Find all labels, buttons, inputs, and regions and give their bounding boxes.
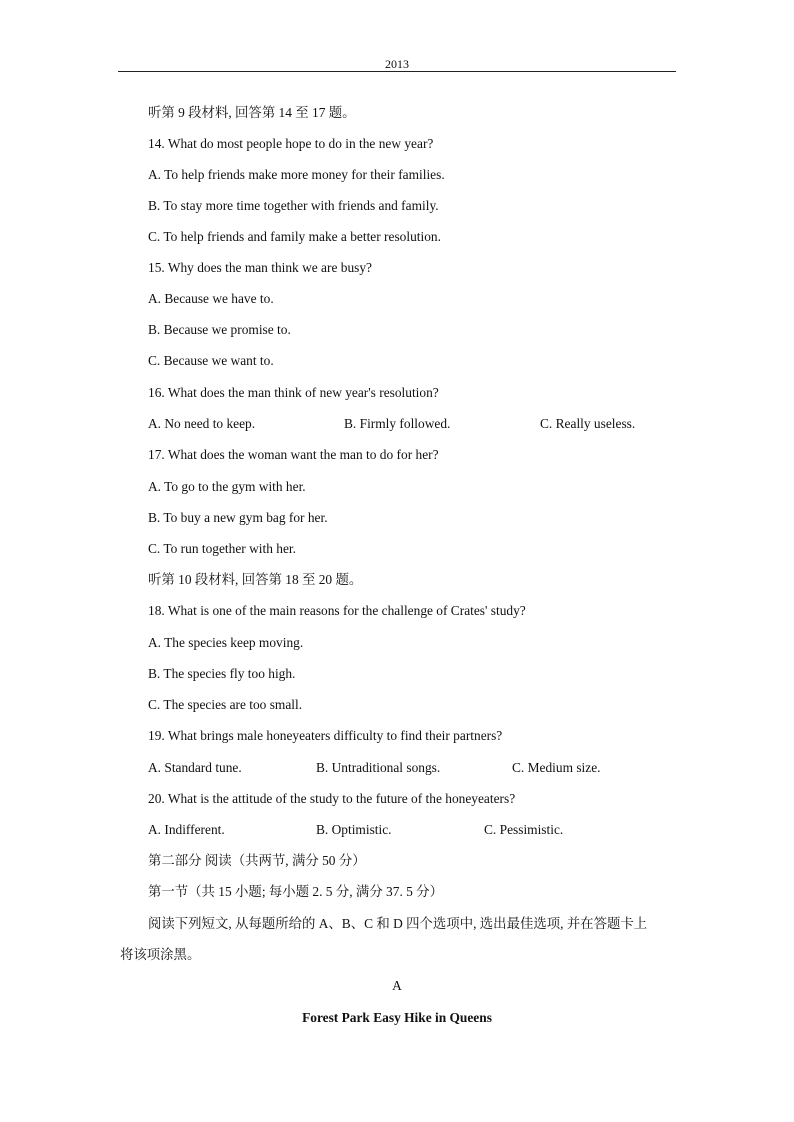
q20-option-c: C. Pessimistic.	[484, 822, 564, 837]
passage-title: Forest Park Easy Hike in Queens	[302, 1010, 492, 1025]
q16-option-a: A. No need to keep.	[148, 416, 256, 431]
q20-option-a: A. Indifferent.	[148, 822, 225, 837]
header-divider	[118, 71, 676, 72]
q15-option-b: B. Because we promise to.	[148, 322, 291, 337]
question-16: 16. What does the man think of new year's resolution?	[148, 385, 439, 400]
q17-option-c: C. To run together with her.	[148, 541, 296, 556]
question-14: 14. What do most people hope to do in the new year?	[148, 136, 434, 151]
q16-option-b: B. Firmly followed.	[344, 416, 451, 431]
q19-option-a: A. Standard tune.	[148, 760, 242, 775]
q15-option-c: C. Because we want to.	[148, 353, 274, 368]
q15-option-a: A. Because we have to.	[148, 291, 274, 306]
reading-instruction-line-2: 将该项涂黑。	[120, 947, 201, 962]
q16-option-c: C. Really useless.	[540, 416, 636, 431]
passage-letter: A	[392, 978, 402, 993]
section-10-instruction: 听第 10 段材料, 回答第 18 至 20 题。	[148, 572, 363, 587]
q18-option-a: A. The species keep moving.	[148, 635, 304, 650]
question-18: 18. What is one of the main reasons for the challenge of Crates' study?	[148, 603, 526, 618]
question-17: 17. What does the woman want the man to do for her?	[148, 447, 439, 462]
q14-option-a: A. To help friends make more money for their families.	[148, 167, 445, 182]
page-header-year: 2013	[385, 57, 409, 71]
question-15: 15. Why does the man think we are busy?	[148, 260, 372, 275]
part-2-heading: 第二部分 阅读（共两节, 满分 50 分）	[148, 853, 366, 868]
q14-option-c: C. To help friends and family make a better resolution.	[148, 229, 441, 244]
section-9-instruction: 听第 9 段材料, 回答第 14 至 17 题。	[148, 105, 356, 120]
reading-instruction-line-1: 阅读下列短文, 从每题所给的 A、B、C 和 D 四个选项中, 选出最佳选项, 并在答题卡上	[148, 916, 648, 931]
section-1-heading: 第一节（共 15 小题; 每小题 2. 5 分, 满分 37. 5 分）	[148, 884, 443, 899]
question-20: 20. What is the attitude of the study to the future of the honeyeaters?	[148, 791, 516, 806]
q19-option-c: C. Medium size.	[512, 760, 601, 775]
q14-option-b: B. To stay more time together with friends and family.	[148, 198, 439, 213]
q17-option-b: B. To buy a new gym bag for her.	[148, 510, 328, 525]
q17-option-a: A. To go to the gym with her.	[148, 479, 306, 494]
q18-option-b: B. The species fly too high.	[148, 666, 296, 681]
q19-option-b: B. Untraditional songs.	[316, 760, 441, 775]
question-19: 19. What brings male honeyeaters difficulty to find their partners?	[148, 728, 503, 743]
q18-option-c: C. The species are too small.	[148, 697, 303, 712]
q20-option-b: B. Optimistic.	[316, 822, 392, 837]
